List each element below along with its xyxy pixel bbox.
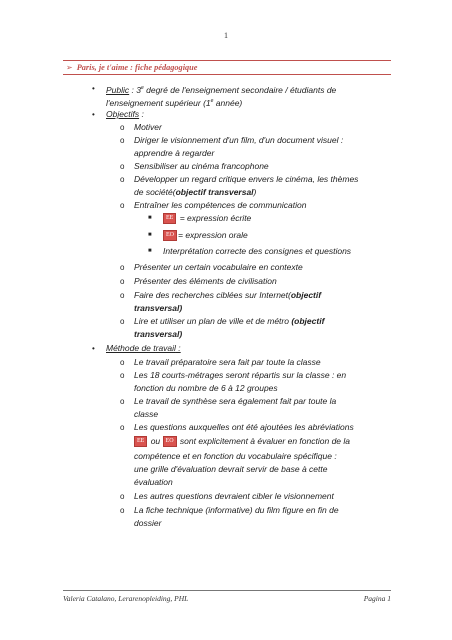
list-item: Entraîner les compétences de communication	[134, 200, 307, 210]
list-item-continued: apprendre à regarder	[134, 148, 215, 158]
list-item-continued: EE ou EO sont explicitement à évaluer en fonction de la	[134, 436, 350, 447]
circle-bullet-icon: o	[120, 358, 125, 367]
circle-bullet-icon: o	[120, 201, 125, 210]
circle-bullet-icon: o	[120, 291, 125, 300]
list-item-continued: transversal)	[134, 303, 183, 313]
circle-bullet-icon: o	[120, 506, 125, 515]
eo-badge: EO	[163, 436, 177, 447]
list-item: La fiche technique (informative) du film figure en fin de	[134, 505, 339, 515]
bullet-icon: •	[92, 110, 95, 119]
circle-bullet-icon: o	[120, 397, 125, 406]
circle-bullet-icon: o	[120, 492, 125, 501]
section-title: Paris, je t'aime : fiche pédagogique	[76, 63, 198, 72]
circle-bullet-icon: o	[120, 317, 125, 326]
list-item: Le travail préparatoire sera fait par toute la classe	[134, 357, 321, 367]
ee-badge: EE	[163, 213, 176, 224]
list-item-continued: une grille d'évaluation devrait servir de base à cette	[134, 464, 328, 474]
section-header	[63, 60, 391, 75]
square-bullet-icon: ■	[148, 215, 152, 221]
list-item: Lire et utiliser un plan de ville et de métro (objectif	[134, 316, 325, 326]
footer-divider	[63, 590, 391, 591]
bullet-icon: •	[92, 84, 95, 93]
circle-bullet-icon: o	[120, 423, 125, 432]
list-item-continued: évaluation	[134, 477, 173, 487]
circle-bullet-icon: o	[120, 277, 125, 286]
list-item: Sensibiliser au cinéma francophone	[134, 161, 269, 171]
footer-page-label: Pagina 1	[363, 594, 391, 603]
circle-bullet-icon: o	[120, 175, 125, 184]
list-item: Faire des recherches ciblées sur Internet(objectif	[134, 290, 322, 300]
public-label: Public	[106, 84, 130, 95]
sub-item-ee: EE = expression écrite	[163, 213, 251, 224]
circle-bullet-icon: o	[120, 263, 125, 272]
list-item: Les questions auxquelles ont été ajoutées les abréviations	[134, 422, 354, 432]
square-bullet-icon: ■	[148, 248, 152, 254]
arrow-bullet-icon: ➢	[66, 63, 73, 72]
list-item: Les autres questions devraient cibler le visionnement	[134, 491, 334, 501]
list-item-continued: transversal)	[134, 329, 183, 339]
sub-item-eo: EO = expression orale	[163, 230, 248, 241]
public-line-2: l'enseignement supérieur (1e année)	[106, 97, 243, 108]
list-item: Présenter des éléments de civilisation	[134, 276, 277, 286]
circle-bullet-icon: o	[120, 371, 125, 380]
list-item: Développer un regard critique envers le cinéma, les thèmes	[134, 174, 359, 184]
list-item-continued: fonction du nombre de 6 à 12 groupes	[134, 383, 278, 393]
list-item: Présenter un certain vocabulaire en contexte	[134, 262, 303, 272]
list-item-continued: classe	[134, 409, 159, 419]
list-item: Le travail de synthèse sera également fait par toute la	[134, 396, 337, 406]
footer-author: Valeria Catalano, Lerarenopleiding, PHL	[63, 594, 189, 603]
circle-bullet-icon: o	[120, 162, 125, 171]
list-item-continued: compétence et en fonction du vocabulaire spécifique :	[134, 451, 337, 461]
eo-badge: EO	[163, 230, 177, 241]
circle-bullet-icon: o	[120, 136, 125, 145]
list-item: Les 18 courts-métrages seront répartis sur la classe : en	[134, 370, 347, 380]
sub-item: Interprétation correcte des consignes et questions	[163, 246, 352, 256]
page-number: 1	[224, 31, 228, 40]
methode-heading: Méthode de travail :	[106, 343, 181, 353]
bullet-icon: •	[92, 344, 95, 353]
ee-badge: EE	[134, 436, 147, 447]
list-item: Motiver	[134, 122, 162, 132]
list-item-continued: de société(objectif transversal)	[134, 187, 257, 197]
list-item-continued: dossier	[134, 518, 162, 528]
public-line: Public : 3e degré de l'enseignement secondaire / étudiants de	[106, 84, 337, 95]
list-item: Diriger le visionnement d'un film, d'un document visuel :	[134, 135, 344, 145]
circle-bullet-icon: o	[120, 123, 125, 132]
objectifs-heading: Objectifs :	[106, 109, 144, 119]
square-bullet-icon: ■	[148, 232, 152, 238]
